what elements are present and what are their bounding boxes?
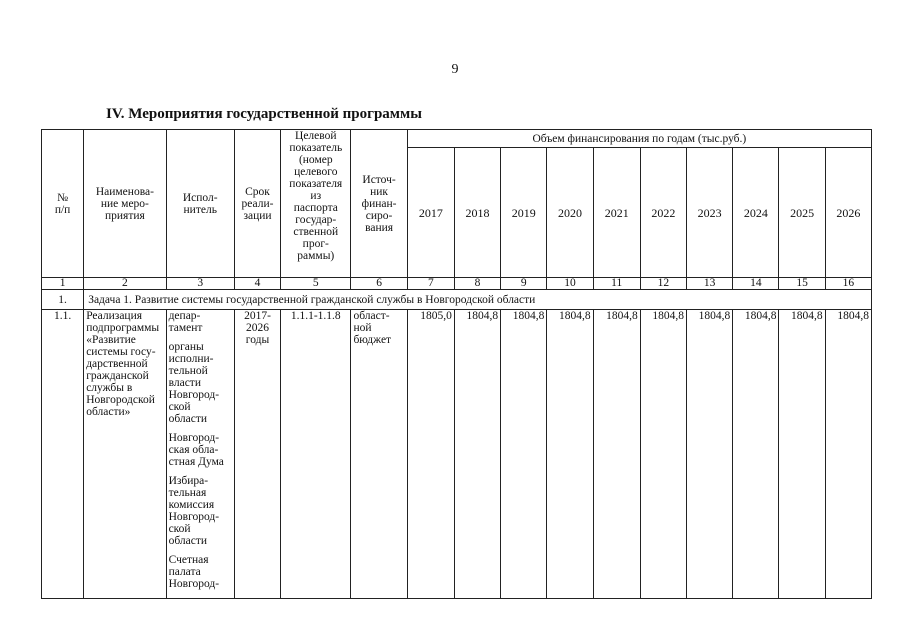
column-number: 11 [593, 278, 640, 290]
task-row [42, 290, 872, 310]
executor-item: Счетная палата Новгород- [168, 554, 220, 590]
page-number: 9 [451, 62, 459, 77]
row-number: 1.1. [42, 310, 84, 599]
header-year: 2021 [593, 148, 640, 278]
column-number: 16 [825, 278, 871, 290]
funding-value: 1804,8 [825, 310, 871, 599]
executor-item: Новгород- ская обла- стная Дума [168, 432, 224, 468]
column-number: 4 [234, 278, 280, 290]
header-funding-volume: Объем финансирования по годам (тыс.руб.) [407, 130, 871, 148]
header-funding-source: Источ- ник финан- сиро- вания [351, 130, 407, 278]
executor-item: Избира- тельная комиссия Новгород- ской области [168, 475, 220, 547]
section-title: IV. Мероприятия государственной программы [106, 106, 422, 122]
column-number: 3 [166, 278, 234, 290]
header-year: 2026 [825, 148, 871, 278]
funding-value: 1804,8 [501, 310, 547, 599]
column-number: 7 [407, 278, 454, 290]
funding-value: 1804,8 [640, 310, 686, 599]
target-indicator: 1.1.1-1.1.8 [281, 310, 351, 599]
header-year: 2018 [454, 148, 500, 278]
header-term: Срок реали- зации [234, 130, 280, 278]
header-year: 2023 [687, 148, 733, 278]
program-activities-table [41, 129, 872, 599]
task-number: 1. [42, 290, 84, 310]
funding-source: област- ной бюджет [351, 310, 407, 599]
column-number: 6 [351, 278, 407, 290]
column-number: 9 [501, 278, 547, 290]
column-number: 1 [42, 278, 84, 290]
header-name: Наименова- ние меро- приятия [84, 130, 166, 278]
funding-value: 1804,8 [547, 310, 593, 599]
header-year: 2017 [407, 148, 454, 278]
column-number: 5 [281, 278, 351, 290]
task-title: Задача 1. Развитие системы государственной гражданской службы в Новгородской области [84, 290, 872, 310]
funding-value: 1804,8 [687, 310, 733, 599]
column-number: 2 [84, 278, 166, 290]
column-number: 15 [779, 278, 825, 290]
column-number: 13 [687, 278, 733, 290]
funding-value: 1804,8 [733, 310, 779, 599]
column-number: 10 [547, 278, 593, 290]
header-year: 2022 [640, 148, 686, 278]
header-target-indicator: Целевой показатель (номер целевого показателя из паспорта государ- ственной прог- раммы) [281, 130, 351, 278]
header-executor: Испол- нитель [166, 130, 234, 278]
header-year: 2024 [733, 148, 779, 278]
header-year: 2020 [547, 148, 593, 278]
column-number: 14 [733, 278, 779, 290]
header-year: 2019 [501, 148, 547, 278]
column-number: 8 [454, 278, 500, 290]
header-num: № п/п [42, 130, 84, 278]
funding-value: 1804,8 [454, 310, 500, 599]
funding-value: 1804,8 [593, 310, 640, 599]
executor-cell [166, 310, 234, 599]
executor-item: органы исполни- тельной власти Новгород- ской области [168, 341, 220, 425]
executor-item: депар- тамент [168, 310, 203, 334]
funding-value: 1805,0 [407, 310, 454, 599]
funding-value: 1804,8 [779, 310, 825, 599]
column-number: 12 [640, 278, 686, 290]
header-year: 2025 [779, 148, 825, 278]
implementation-term: 2017- 2026 годы [234, 310, 280, 599]
table-row [42, 310, 872, 599]
activity-name: Реализация подпрограммы «Развитие системы госу- дарственной гражданской службы в Новгородской области» [84, 310, 166, 599]
